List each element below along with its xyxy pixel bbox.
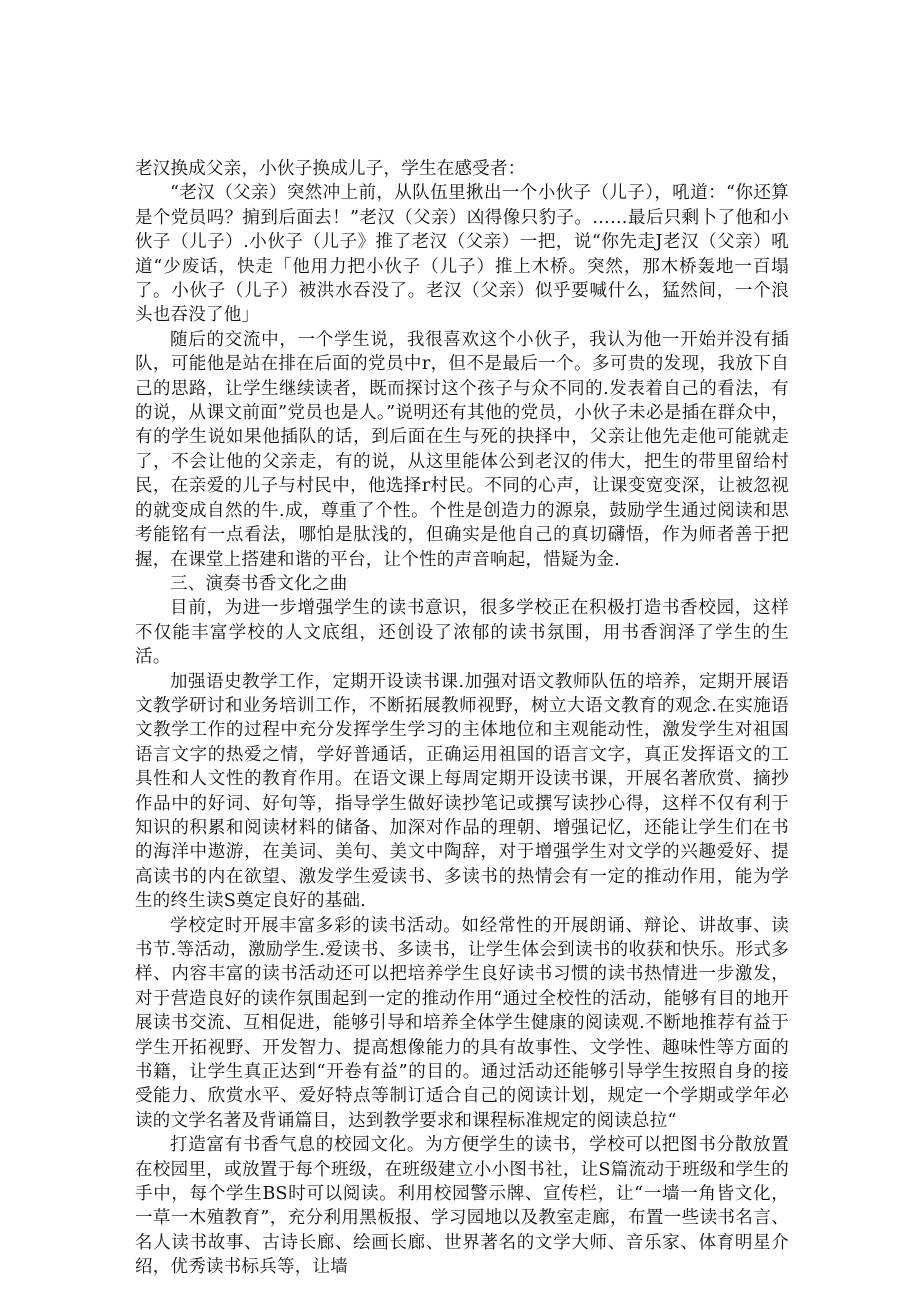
paragraph-reading-activities: 学校定时开展丰富多彩的读书活动。如经常性的开展朗诵、辩论、讲故事、读书节.等活动，激励学生.爱读书、多读书，让学生体会到读书的收获和快乐。形式多样、内容丰富的读书活动还可以把培养学生良好读书习惯的读书热情进一步激发，对于营造良好的读作氛围起到一定的推动作用“通过全校性的活动，能够有目的地开展读书交流、互相促进，能够引导和培养全体学生健康的阅读观.不断地推荐有益于学生开拓视野、开发智力、提高想像能力的具有故事性、文学性、趣味性等方面的书籍，让学生真正达到“开卷有益”的目的。通过活动还能够引导学生按照自身的接受能力、欣赏水平、爱好特点等制订适合自己的阅读计划，规定一个学期或学年必读的文学名著及背诵篇目，达到教学要求和课程标准规定的阅读总拉“ <box>135 915 789 1131</box>
paragraph-discussion: 随后的交流中，一个学生说，我很喜欢这个小伙子，我认为他一开始并没有插队，可能他是站在排在后面的党员中r，但不是最后一个。多可贵的发现，我放下自己的思路，让学生继续读者，既而探讨这个孩子与众不同的.发表着自己的看法，有的说，从课文前面”党员也是人。”说明还有其他的党员，小伙子未必是插在群众中，有的学生说如果他插队的话，到后面在生与死的抉择中，父亲让他先走他可能就走了，不会让他的父亲走，有的说，从这里能体公到老汉的伟大，把生的带里留给村民，在亲爱的儿子与村民中，他选择r村民。不同的心声，让课变宽变深，让被忽视的就变成自然的牛.成，尊重了个性。个性是创造力的源泉，鼓励学生通过阅读和思考能铭有一点看法，哪怕是肽浅的，但确实是他自己的真切礴悟，作为师者善于把握，在课堂上搭建和谐的平台，让个性的声音响起，惜疑为金. <box>135 329 789 570</box>
section-heading: 三、演奏书香文化之曲 <box>170 573 348 594</box>
paragraph-intro: 老汉换成父亲，小伙子换成儿子，学生在感受者： <box>135 159 526 179</box>
paragraph-reading-class: 加强语史教学工作，定期开设读书课.加强对语文教师队伍的培养，定期开展语文教学研讨和业务培训工作，不断拓展教师视野，树立大语文教育的观念.在实施语文教学工作的过程中充分发挥学生学习的主体地位和主观能动性，激发学生对祖国语言文字的热爱之情，学好普通话，正确运用祖国的语言文字，真正发挥语文的工具性和人文性的教育作用。在语文课上每周定期开设读书课，开展名著欣赏、摘抄作品中的好词、好句等，指导学生做好读抄笔记或撰写读抄心得，这样不仅有利于知识的积累和阅读材料的储备、加深对作品的理朝、增强记忆，还能让学生们在书的海洋中遨游，在美词、美句、美文中陶辞，对于增强学生对文学的兴趣爱好、提高读书的内在欲望、激发学生爱读书、多读书的热情会有一定的推动作用，能为学生的终生读S奠定良好的基础. <box>135 671 789 912</box>
paragraph-story-quote: “老汉（父亲）突然冲上前，从队伍里揪出一个小伙子（儿子），吼道：“你还算是个党员吗？掮到后面去！”老汉（父亲）凶得像只豹子。……最后只剩卜了他和小伙子（儿子）.小伙子（儿子》推了老汉（父亲）一把，说“你先走J老汉（父亲）吼道“少废话，快走「他用力把小伙子（儿子）推上木桥。突然，那木桥轰地一百塌了。小伙子（儿子）被洪水吞没了。老汉（父亲）似乎要喊什么，猛然间，一个浪头也吞没了他」 <box>135 183 789 326</box>
paragraph-campus-culture: 打造富有书香气息的校园文化。为方便学生的读书，学校可以把图书分散放置在校园里，或放置于每个班级，在班级建立小小图书社，让S篇流动于班级和学生的手中，每个学生BS时可以阅读。利用校园警示牌、宣传栏，让“一墙一角皆文化，一草一木殖教育”，充分利用黑板报、学习园地以及教室走廊，布置一些读书名言、名人读书故事、古诗长廊、绘画长廊、世界著名的文学大师、音乐家、体育明星介绍，优秀读书标兵等，让墙 <box>135 1135 789 1278</box>
document-body <box>135 157 789 1280</box>
paragraph-book-campus: 目前，为进一步增强学生的读书意识，很多学校正在积极打造书香校园，这样不仅能丰富学校的人文底组，还创设了浓郁的读书氛围，用书香润泽了学生的生活。 <box>135 598 789 668</box>
